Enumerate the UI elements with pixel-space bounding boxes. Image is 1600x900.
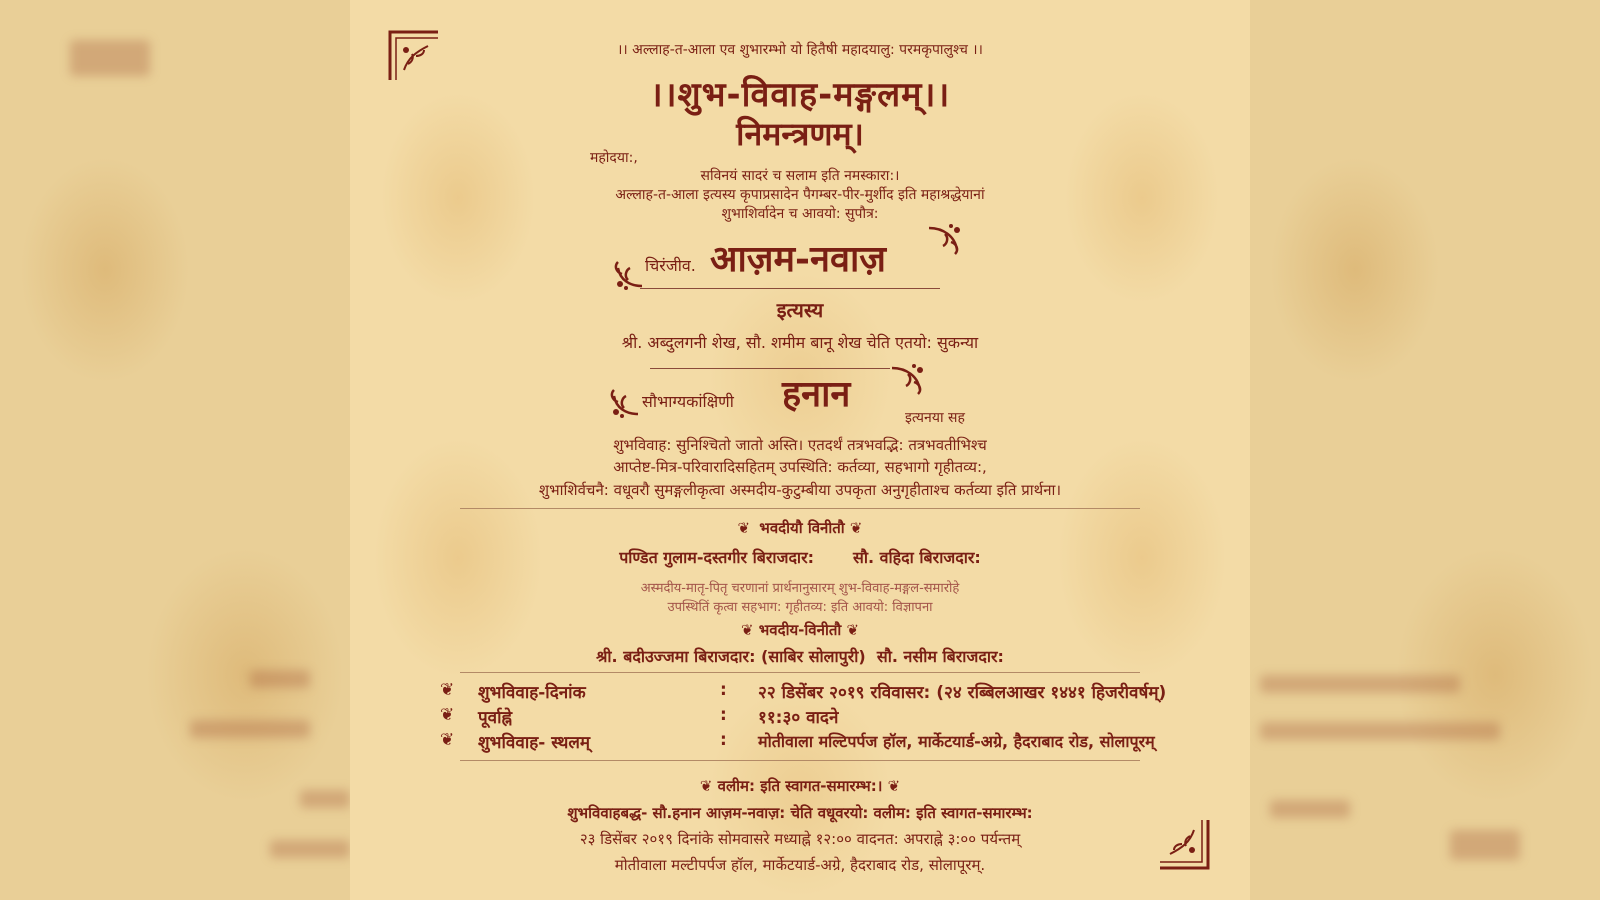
ornament-icon: ❦	[882, 777, 901, 795]
ornament-icon: ❦	[841, 621, 860, 639]
ornament-icon: ❦	[440, 680, 455, 700]
invitation-title: ।।शुभ-विवाह-मङ्गलम्।।	[649, 75, 951, 115]
floral-flourish-icon	[608, 380, 644, 420]
reception-line: मोतीवाला मल्टीपर्पज हॉल, मार्केटयार्ड-अग्रे, हैदराबाद रोड, सोलापूरम्.	[614, 856, 986, 874]
hosts2-heading	[350, 620, 1250, 640]
ornament-icon: ❦	[440, 730, 455, 750]
detail-label: पूर्वाह्ने	[478, 708, 513, 728]
bride-parents: श्री. अब्दुलगनी शेख, सौ. शमीम बानू शेख चेति एतयो: सुकन्या	[621, 333, 979, 352]
reception-heading	[350, 776, 1250, 796]
note-line: उपस्थितिं कृत्वा सहभाग: गृहीतव्य: इति आवयो: विज्ञापना	[667, 600, 933, 615]
detail-value: मोतीवाला मल्टिपर्पज हॉल, मार्केटयार्ड-अग्रे, हैदराबाद रोड, सोलापूरम्	[758, 732, 1155, 751]
floral-flourish-icon	[888, 362, 928, 406]
detail-colon: :	[720, 730, 727, 750]
body-line: शुभविवाह: सुनिश्चितो जातो अस्ति। एतदर्थं तत्रभवद्भि: तत्रभवतीभिश्च	[613, 436, 987, 454]
blurred-text	[270, 840, 350, 858]
detail-label: शुभविवाह- स्थलम्	[478, 733, 591, 753]
detail-value: २२ डिसेंबर २०१९ रविवासर: (२४ रब्बिलआखर १४४१ हिजरीवर्षम्)	[758, 683, 1167, 703]
groom-name: आज़म-नवाज़	[710, 238, 887, 280]
salutation: महोदया:,	[590, 150, 638, 166]
floral-flourish-icon	[612, 252, 648, 292]
groom-underline	[640, 288, 940, 289]
section-divider	[460, 760, 1140, 761]
ornament-icon: ❦	[740, 621, 759, 639]
background-left-blur	[0, 0, 350, 900]
reception-heading-text: वलीम: इति स्वागत-समारम्भ:।	[717, 777, 883, 795]
detail-colon: :	[720, 680, 727, 700]
intro-line: सविनयं सादरं च सलाम इति नमस्कारा:।	[700, 168, 900, 184]
ornament-icon: ❦	[699, 777, 718, 795]
detail-row-time	[440, 705, 839, 729]
reception-line: २३ डिसेंबर २०१९ दिनांके सोमवासरे मध्याह्ने १२:०० वादनत: अपराह्ने ३:०० पर्यन्तम्	[579, 830, 1021, 848]
background-right-blur	[1250, 0, 1600, 900]
bride-prefix: सौभाग्यकांक्षिणी	[642, 392, 734, 411]
hosts-names: पण्डित गुलाम-दस्तगीर बिराजदार: सौ. वहिदा बिराजदार:	[619, 548, 981, 567]
body-line: आप्तेष्ट-मित्र-परिवारादिसहितम् उपस्थिति: कर्तव्या, सहभागो गृहीतव्य:,	[613, 458, 987, 476]
ornament-icon: ❦	[844, 519, 863, 537]
bride-suffix: इत्यनया सह	[905, 410, 965, 426]
section-divider	[460, 672, 1140, 673]
detail-label: शुभविवाह-दिनांक	[478, 683, 586, 703]
blurred-text	[300, 790, 350, 808]
section-divider	[460, 508, 1140, 509]
blurred-text	[1270, 800, 1350, 818]
invitation-subtitle: निमन्त्रणम्।	[736, 115, 864, 153]
intro-line: शुभाशिर्वादेन च आवयो: सुपौत्र:	[721, 206, 879, 222]
bride-name: हनान	[782, 373, 851, 415]
invitation-card	[350, 0, 1250, 900]
ornament-icon: ❦	[737, 519, 760, 537]
blurred-text	[1260, 722, 1500, 740]
note-line: अस्मदीय-मातृ-पितृ चरणानां प्रार्थनानुसारम् शुभ-विवाह-मङ्गल-समारोहे	[640, 581, 960, 596]
detail-colon: :	[720, 705, 727, 725]
intro-line: अल्लाह-त-आला इत्यस्य कृपाप्रसादेन पैगम्बर-पीर-मुर्शीद इति महाश्रद्धेयानां	[615, 187, 985, 203]
floral-flourish-icon	[925, 222, 965, 266]
connector-text: इत्यस्य	[776, 298, 824, 322]
blurred-ornament	[1450, 830, 1520, 860]
hosts-heading	[350, 518, 1250, 538]
body-line: शुभाशिर्वचनै: वधूवरौ सुमङ्गलीकृत्वा अस्मदीय-कुटुम्बीया उपकृता अनुगृहीताश्च कर्तव्या इति प्रार्थना।	[538, 481, 1062, 499]
detail-row-venue	[440, 730, 1155, 754]
blurred-text	[250, 670, 310, 688]
groom-prefix: चिरंजीव.	[645, 256, 696, 275]
detail-value: ११:३० वादने	[758, 708, 839, 728]
reception-line: शुभविवाहबद्ध- सौ.हनान आज़म-नवाज़: चेति वधूवरयो: वलीम: इति स्वागत-समारम्भ:	[567, 804, 1033, 822]
blurred-text	[190, 720, 310, 738]
hosts2-heading-text: भवदीय-विनीतौ	[758, 621, 842, 639]
hosts2-names: श्री. बदीउज्जमा बिराजदार: (साबिर सोलापुरी) सौ. नसीम बिराजदार:	[596, 647, 1004, 666]
blurred-text	[1260, 675, 1460, 693]
blurred-ornament	[70, 40, 150, 76]
hosts-heading-text: भवदीयौ विनीतौ	[759, 519, 845, 537]
bride-overline	[650, 368, 890, 369]
ornament-icon: ❦	[440, 705, 455, 725]
detail-row-date	[440, 680, 1167, 704]
top-blessing: ।। अल्लाह-त-आला एव शुभारम्भो यो हितैषी महादयालु: परमकृपालुश्च ।।	[617, 42, 983, 58]
